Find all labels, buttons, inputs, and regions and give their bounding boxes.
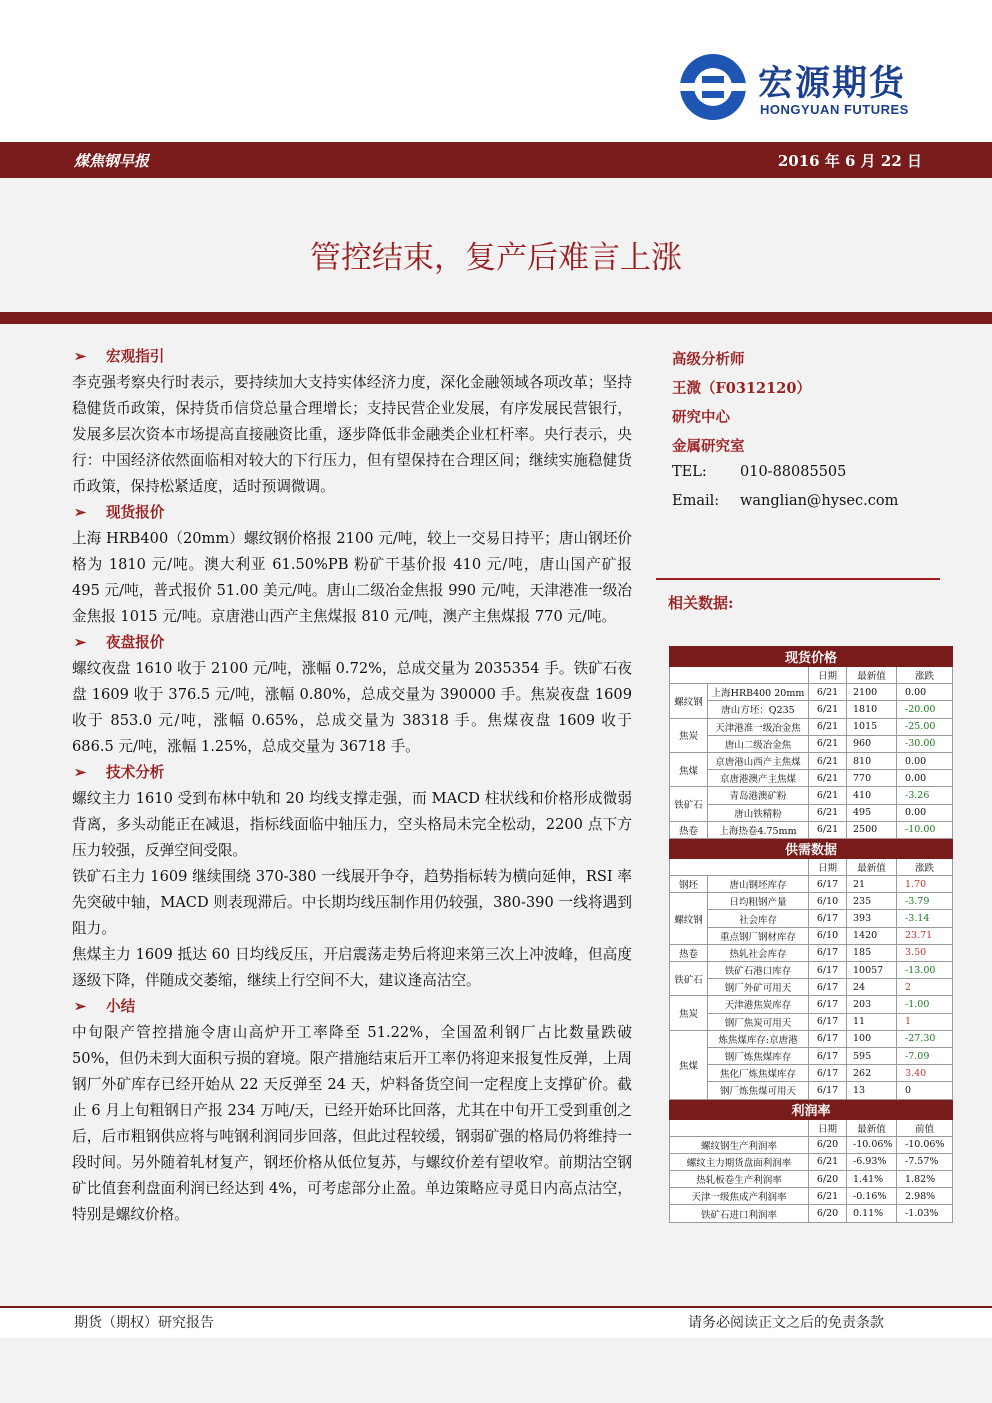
table-cell: 595 [847,1047,897,1064]
logo-en-text: HONGYUAN FUTURES [760,102,909,117]
table-cell: -1.03% [897,1205,953,1222]
table-cell: 960 [847,735,897,752]
table-cell: 393 [847,910,897,927]
table-cell: 10057 [847,962,897,979]
table-cell: 钢厂炼焦煤可用天 [708,1082,809,1099]
table-header-row [670,858,953,875]
table-cell: 日均粗钢产量 [708,893,809,910]
table-cell: 2.98% [897,1188,953,1205]
section-heading-night: ➢ 夜盘报价 [72,630,632,656]
table-row [670,735,953,752]
report-header-bar [0,142,992,178]
logo-mark-icon [680,54,746,120]
table-cell: 13 [847,1082,897,1099]
analyst-name: 王溦（F0312120） [672,380,811,397]
arrow-icon: ➢ [74,348,87,365]
section-paragraph: 螺纹夜盘 1610 收于 2100 元/吨，涨幅 0.72%，总成交量为 2035354 手。铁矿石夜盘 1609 收于 376.5 元/吨，涨幅 0.80%，总成交量为 390000 手。焦炭夜盘 1609 收于 853.0 元/吨，涨幅 0.65%，总成交量为 38318 手。焦煤夜盘 1609 收于 686.5 元/吨，涨幅 1.25%，总成交量为 36718 手。 [72,660,632,755]
table-cell: 2 [897,979,953,996]
table-row [670,927,953,944]
section-heading-summary: ➢ 小结 [72,994,632,1020]
section-heading-spot: ➢ 现货报价 [72,500,632,526]
table-cell: 铁矿石港口库存 [708,962,809,979]
table-row [670,1082,953,1099]
table-cell: -13.00 [897,962,953,979]
table-cell: -3.26 [897,787,953,804]
title-divider [0,312,992,324]
table-cell: 1015 [847,718,897,735]
table-cell: -3.79 [897,893,953,910]
table-cell: 6/10 [809,927,847,944]
table-cell: 钢厂焦炭可用天 [708,1013,809,1030]
section-paragraph: 螺纹主力 1610 受到布林中轨和 20 均线支撑走强，而 MACD 柱状线和价格形成微弱背离，多头动能正在减退，指标线面临中轴压力，空头格局未完全松动，2200 点下方压力较强，反弹空间受限。 [72,790,632,859]
table-cell: 螺纹钢 [670,893,708,945]
table-cell: 焦炭 [670,718,708,752]
section-paragraph: 焦煤主力 1609 抵达 60 日均线反压，开启震荡走势后将迎来第三次上冲波峰，但高度逐级下降，伴随成交萎缩，继续上行空间不大，建议逢高沽空。 [72,946,632,989]
analyst-email: Email: wanglian@hysec.com [672,493,899,509]
table-cell: 0 [897,1082,953,1099]
table-cell: 焦煤 [670,1030,708,1099]
table-row [670,910,953,927]
footer-disclaimer: 请务必阅读正文之后的免责条款 [688,1315,884,1331]
table-row [670,1065,953,1082]
table-cell: 100 [847,1030,897,1047]
report-date: 2016 年 6 月 22 日 [777,152,922,170]
table-cell: 上海HRB400 20mm [708,684,809,701]
table-header-row [670,1119,953,1136]
table-row [670,996,953,1013]
table-row [670,1153,953,1170]
footer-report-label: 期货（期权）研究报告 [74,1315,214,1331]
table-cell: -10.06% [897,1136,953,1153]
table-cell: 最新值 [847,858,897,875]
table-cell: 唐山铁精粉 [708,804,809,821]
table-cell: 1.70 [897,876,953,893]
table-cell: 1.41% [847,1171,897,1188]
table-cell: 唐山方坯：Q235 [708,701,809,718]
table-cell: 最新值 [847,1119,897,1136]
table-cell: 青岛港澳矿粉 [708,787,809,804]
table-cell: 天津一级焦成产利润率 [670,1188,809,1205]
section-paragraph: 铁矿石主力 1609 继续围绕 370-380 一线展开争夺，趋势指标转为横向延伸，RSI 率先突破中轴，MACD 则表现滞后。中长期均线压制作用仍较强，380-390 一线将遇到阻力。 [72,868,632,937]
table-cell [670,1119,809,1136]
table-cell: 热卷 [670,944,708,961]
table-cell: 0.00 [897,804,953,821]
table-cell: 京唐港澳产主焦煤 [708,770,809,787]
table-cell: 涨跌 [897,667,953,684]
table-cell: 6/21 [809,1188,847,1205]
table-cell: 铁矿石进口利润率 [670,1205,809,1222]
email-link[interactable]: wanglian@hysec.com [740,493,899,509]
table-row [670,787,953,804]
table-cell: 热卷 [670,821,708,838]
table-cell: 6/17 [809,1030,847,1047]
table-cell: 11 [847,1013,897,1030]
company-logo [680,54,920,126]
side-divider [656,578,940,580]
table-cell: 6/21 [809,684,847,701]
table-cell: 203 [847,996,897,1013]
table-row [670,1030,953,1047]
market-data-table [669,646,953,1223]
table-cell: 6/17 [809,1047,847,1064]
table-row [670,1013,953,1030]
table-row [670,804,953,821]
table-cell: 螺纹主力期货盘面利润率 [670,1153,809,1170]
table-cell: 495 [847,804,897,821]
table-cell: 唐山钢坯库存 [708,876,809,893]
table-cell: 770 [847,770,897,787]
table-cell: 前值 [897,1119,953,1136]
table-cell: 21 [847,876,897,893]
table-cell: -30.00 [897,735,953,752]
table-cell: -7.09 [897,1047,953,1064]
table-cell: 0.00 [897,684,953,701]
table-cell: 重点钢厂钢材库存 [708,927,809,944]
table-cell: 焦化厂炼焦煤库存 [708,1065,809,1082]
arrow-icon: ➢ [74,504,87,521]
table-row [670,1136,953,1153]
table-cell: 6/20 [809,1136,847,1153]
table-cell: 日期 [809,1119,847,1136]
table-cell: 2500 [847,821,897,838]
table-cell [670,858,809,875]
section-paragraph: 上海 HRB400（20mm）螺纹钢价格报 2100 元/吨，较上一交易日持平；唐山钢坯价格为 1810 元/吨。澳大利亚 61.50%PB 粉矿干基价报 410 元/吨，唐山国产矿报 495 元/吨，普式报价 51.00 美元/吨。唐山二级冶金焦报 990 元/吨，天津港准一级冶金焦报 1015 元/吨。京唐港山西产主焦煤报 810 元/吨，澳产主焦煤报 770 元/吨。 [72,530,632,625]
table-cell: 6/20 [809,1171,847,1188]
table-cell: 天津港焦炭库存 [708,996,809,1013]
table-cell: 6/20 [809,1205,847,1222]
table-cell: 1.82% [897,1171,953,1188]
table-header-row [670,667,953,684]
table-cell: 6/17 [809,1065,847,1082]
analyst-tel: TEL: 010-88085505 [672,464,847,480]
table-cell: 6/21 [809,787,847,804]
table-row [670,876,953,893]
table-cell: 钢坯 [670,876,708,893]
table-cell: 钢厂炼焦煤库存 [708,1047,809,1064]
table-cell: 6/21 [809,770,847,787]
title-zone [0,180,992,310]
table-cell: 铁矿石 [670,787,708,821]
section-heading-macro: ➢ 宏观指引 [72,344,632,370]
table-cell: 0.11% [847,1205,897,1222]
table-row [670,701,953,718]
table-row [670,1047,953,1064]
table-cell: 6/21 [809,718,847,735]
table-row [670,752,953,769]
table-cell: -0.16% [847,1188,897,1205]
table-row [670,962,953,979]
table-cell: -7.57% [897,1153,953,1170]
table-row [670,1171,953,1188]
logo-cn-text: 宏源期货 [758,64,907,104]
table-cell: -10.06% [847,1136,897,1153]
section-heading-technical: ➢ 技术分析 [72,760,632,786]
table-row [670,770,953,787]
section-spot-prices [670,647,953,667]
main-content [72,344,632,1228]
table-cell: 6/10 [809,893,847,910]
table-row [670,893,953,910]
analyst-dept: 研究中心 [672,409,730,426]
table-cell: 1420 [847,927,897,944]
table-cell: 3.40 [897,1065,953,1082]
table-cell: 6/17 [809,979,847,996]
table-cell: -3.14 [897,910,953,927]
table-cell: 天津港准一级冶金焦 [708,718,809,735]
table-cell: 6/21 [809,821,847,838]
table-cell: -6.93% [847,1153,897,1170]
table-row [670,944,953,961]
table-cell: 6/17 [809,944,847,961]
arrow-icon: ➢ [74,998,87,1015]
table-cell: 6/17 [809,996,847,1013]
table-row [670,1188,953,1205]
table-cell: 6/21 [809,735,847,752]
arrow-icon: ➢ [74,634,87,651]
table-cell: 2100 [847,684,897,701]
table-cell: 热轧板卷生产利润率 [670,1171,809,1188]
table-cell: -20.00 [897,701,953,718]
table-cell: 焦炭 [670,996,708,1030]
table-cell: 社会库存 [708,910,809,927]
table-cell: -27.30 [897,1030,953,1047]
table-cell: 410 [847,787,897,804]
analyst-info [672,348,932,522]
related-data-label: 相关数据: [668,594,734,612]
table-cell [670,667,809,684]
table-row [670,1205,953,1222]
table-cell: -25.00 [897,718,953,735]
table-cell: 螺纹钢 [670,684,708,718]
table-cell: 6/21 [809,804,847,821]
table-cell: 262 [847,1065,897,1082]
table-cell: 185 [847,944,897,961]
table-cell: 唐山二级冶金焦 [708,735,809,752]
table-cell: 6/17 [809,1013,847,1030]
table-cell: 3.50 [897,944,953,961]
section-paragraph: 中旬限产管控措施令唐山高炉开工率降至 51.22%，全国盈利钢厂占比数量跌破 50%，但仍未到大面积亏损的窘境。限产措施结束后开工率仍将迎来报复性反弹，上周钢厂外矿库存已经开始从 22 天反弹至 24 天，炉料备货空间一定程度上支撑矿价。截止 6 月上旬粗钢日产报 234 万吨/天，已经开始环比回落，尤其在中旬开工受到重创之后，后市粗钢供应将与吨钢利润同步回落，但此过程较缓，钢弱矿强的格局仍将维持一段时间。另外随着轧材复产，钢坯价格从低位复苏，与螺纹价差有望收窄。前期沽空钢矿比值套利盘面利润已经达到 4%，可考虑部分止盈。单边策略应寻觅日内高点沽空，特别是螺纹价格。 [72,1024,632,1223]
section-profit-margin [670,1099,953,1119]
table-cell: 23.71 [897,927,953,944]
table-cell: 利润率 [670,1099,953,1119]
table-cell: 6/21 [809,701,847,718]
table-cell: 钢厂外矿可用天 [708,979,809,996]
table-cell: 24 [847,979,897,996]
table-cell: 焦煤 [670,752,708,786]
table-cell: 螺纹钢生产利润率 [670,1136,809,1153]
analyst-title: 高级分析师 [672,351,745,368]
table-cell: 6/17 [809,1082,847,1099]
table-cell: 235 [847,893,897,910]
table-cell: 6/21 [809,1153,847,1170]
table-cell: 铁矿石 [670,962,708,996]
table-row [670,979,953,996]
table-cell: 0.00 [897,770,953,787]
table-cell: 6/17 [809,910,847,927]
table-cell: 供需数据 [670,838,953,858]
table-cell: 京唐港山西产主焦煤 [708,752,809,769]
section-paragraph: 李克强考察央行时表示，要持续加大支持实体经济力度，深化金融领域各项改革；坚持稳健货币政策，保持货币信贷总量合理增长；支持民营企业发展，有序发展民营银行，发展多层次资本市场提高直接融资比重，逐步降低非金融类企业杠杆率。央行表示，央行：中国经济依然面临相对较大的下行压力，但有望保持在合理区间；继续实施稳健货币政策，保持松紧适度，适时预调微调。 [72,374,632,495]
table-cell: 现货价格 [670,647,953,667]
table-cell: 热轧社会库存 [708,944,809,961]
table-cell: 0.00 [897,752,953,769]
table-cell: 涨跌 [897,858,953,875]
table-cell: 1810 [847,701,897,718]
table-cell: 6/17 [809,962,847,979]
table-cell: 日期 [809,667,847,684]
table-cell: -1.00 [897,996,953,1013]
table-cell: 1 [897,1013,953,1030]
table-cell: 日期 [809,858,847,875]
table-cell: 6/17 [809,876,847,893]
table-cell: -10.00 [897,821,953,838]
table-cell: 6/21 [809,752,847,769]
table-row [670,684,953,701]
arrow-icon: ➢ [74,764,87,781]
section-supply-demand [670,838,953,858]
report-type: 煤焦钢早报 [74,152,150,170]
table-cell: 上海热卷4.75mm [708,821,809,838]
analyst-subdept: 金属研究室 [672,438,745,455]
table-row [670,718,953,735]
table-cell: 炼焦煤库存:京唐港 [708,1030,809,1047]
page-title: 管控结束，复产后难言上涨 [310,240,682,276]
table-cell: 最新值 [847,667,897,684]
table-row [670,821,953,838]
table-cell: 810 [847,752,897,769]
